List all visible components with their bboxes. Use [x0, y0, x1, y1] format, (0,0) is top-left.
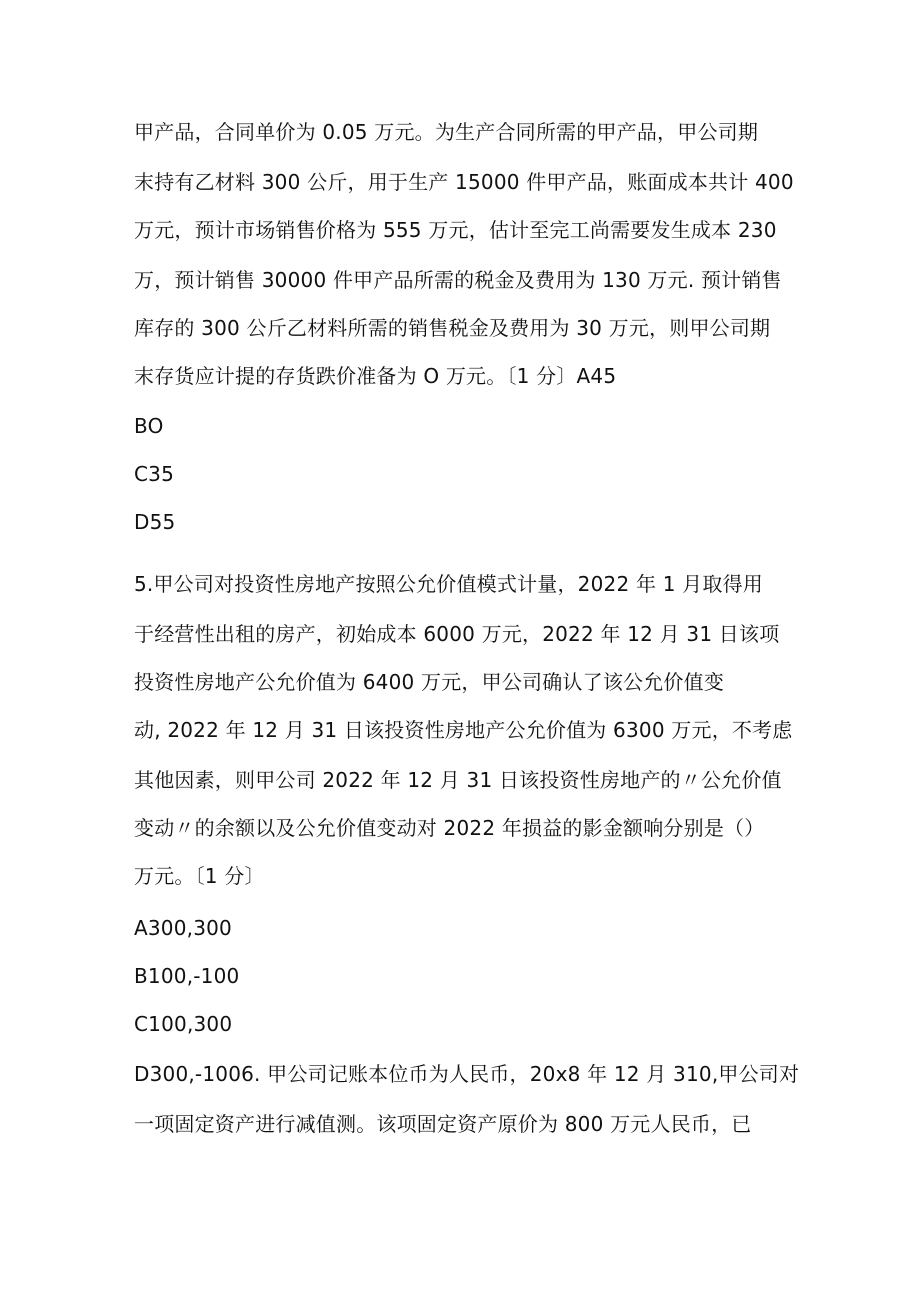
text-line: 其他因素，则甲公司 2022 年 12 月 31 日该投资性房地产的〃公允价值: [134, 768, 782, 792]
option-b: B100,-100: [134, 964, 240, 988]
option-c: C100,300: [134, 1012, 233, 1036]
text-line: 投资性房地产公允价值为 6400 万元，甲公司确认了该公允价值变: [134, 670, 725, 694]
text-line: 万，预计销售 30000 件甲产品所需的税金及费用为 130 万元. 预计销售: [134, 268, 782, 292]
text-line: 万元。〔1 分〕: [134, 864, 265, 888]
text-line: 动, 2022 年 12 月 31 日该投资性房地产公允价值为 6300 万元，不考虑: [134, 718, 793, 742]
text-line: D300,-1006. 甲公司记账本位币为人民币，20x8 年 12 月 310,甲公司对: [134, 1062, 800, 1086]
text-line: 库存的 300 公斤乙材料所需的销售税金及费用为 30 万元，则甲公司期: [134, 316, 771, 340]
text-line: 一项固定资产进行减值测。该项固定资产原价为 800 万元人民币，已: [134, 1112, 752, 1136]
option-c: C35: [134, 462, 175, 486]
text-line: 甲产品，合同单价为 0.05 万元。为生产合同所需的甲产品，甲公司期: [134, 120, 759, 144]
text-line: 末持有乙材料 300 公斤，用于生产 15000 件甲产品，账面成本共计 400: [134, 170, 794, 194]
text-line: 万元，预计市场销售价格为 555 万元，估计至完工尚需要发生成本 230: [134, 218, 777, 242]
text-line: 末存货应计提的存货跌价准备为 O 万元。〔1 分〕A45: [134, 364, 617, 388]
option-d: D55: [134, 510, 176, 534]
option-b: BO: [134, 414, 164, 438]
text-line: 于经营性出租的房产，初始成本 6000 万元，2022 年 12 月 31 日该项: [134, 622, 780, 646]
option-a: A300,300: [134, 916, 232, 940]
text-line: 变动〃的余额以及公允价值变动对 2022 年损益的影金额响分别是（）: [134, 816, 765, 840]
text-line: 5.甲公司对投资性房地产按照公允价值模式计量，2022 年 1 月取得用: [134, 572, 763, 596]
